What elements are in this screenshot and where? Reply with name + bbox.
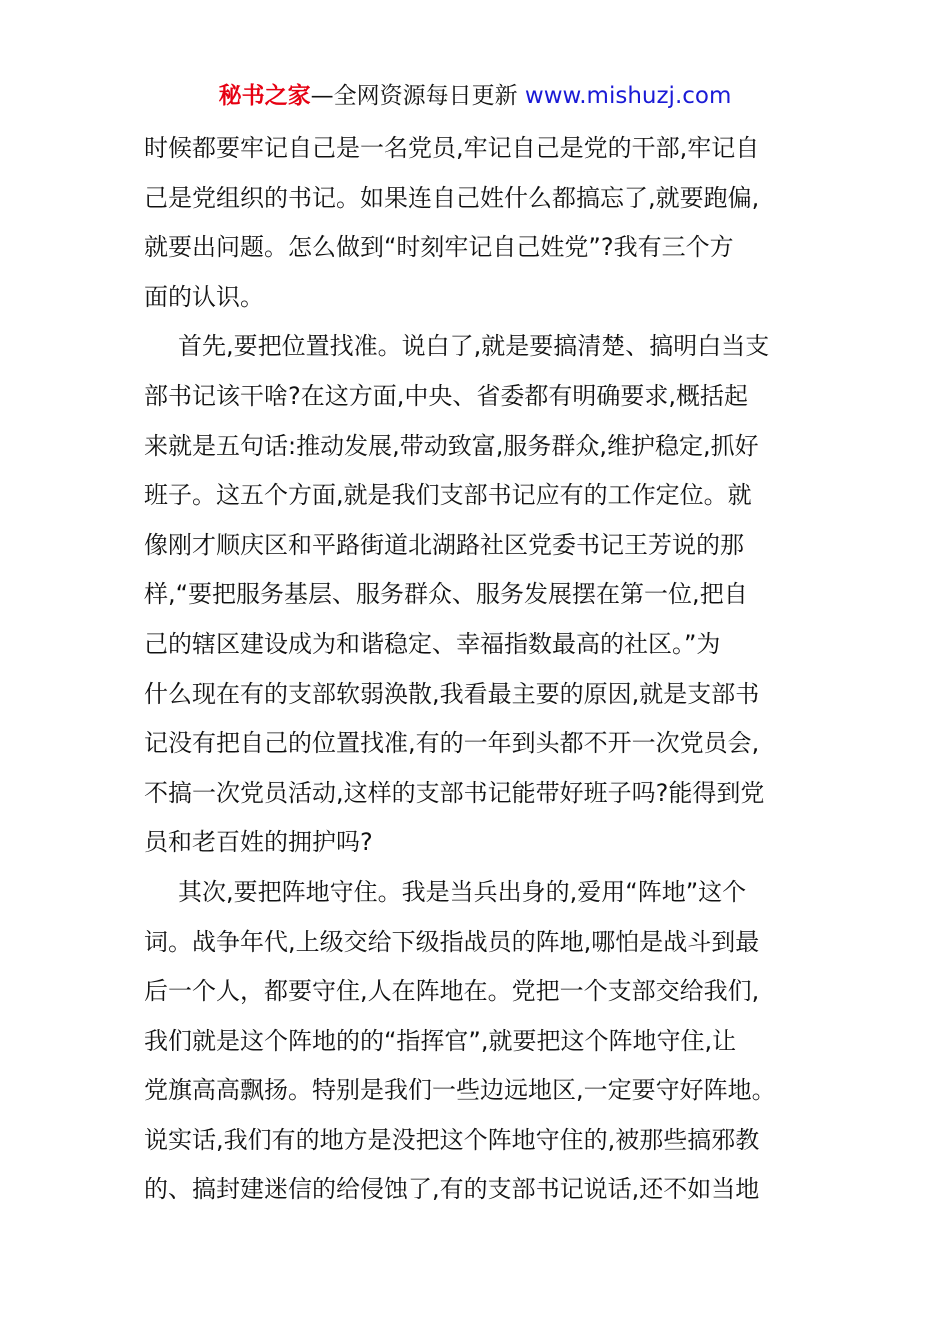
text-line: 部书记该干啥?在这方面,中央、省委都有明确要求,概括起 xyxy=(144,381,748,410)
text-line: 什么现在有的支部软弱涣散,我看最主要的原因,就是支部书 xyxy=(144,679,760,708)
text-line: 样,“要把服务基层、服务群众、服务发展摆在第一位,把自 xyxy=(144,580,748,609)
text-line: 后一个人，都要守住,人在阵地在。党把一个支部交给我们, xyxy=(144,977,760,1006)
text-line: 的、搞封建迷信的给侵蚀了,有的支部书记说话,还不如当地 xyxy=(144,1175,760,1204)
brand-name: 秘书之家 xyxy=(218,83,311,109)
text-line: 不搞一次党员活动,这样的支部书记能带好班子吗?能得到党 xyxy=(144,778,765,807)
header-tagline: —全网资源每日更新 xyxy=(310,83,518,109)
text-line: 词。战争年代,上级交给下级指战员的阵地,哪怕是战斗到最 xyxy=(144,927,760,956)
text-line: 面的认识。 xyxy=(144,282,264,311)
text-line: 记没有把自己的位置找准,有的一年到头都不开一次党员会, xyxy=(144,729,760,758)
text-line: 像刚才顺庆区和平路街道北湖路社区党委书记王芳说的那 xyxy=(144,530,744,559)
text-line: 来就是五句话:推动发展,带动致富,服务群众,维护稳定,抓好 xyxy=(144,431,759,460)
paragraph-start-line: 首先,要把位置找准。说白了,就是要搞清楚、搞明白当支 xyxy=(178,332,770,361)
paragraph-start-line: 其次,要把阵地守住。我是当兵出身的,爱用“阵地”这个 xyxy=(178,877,747,906)
text-line: 己是党组织的书记。如果连自己姓什么都搞忘了,就要跑偏, xyxy=(144,183,760,212)
page-header xyxy=(0,80,950,112)
text-line: 员和老百姓的拥护吗? xyxy=(144,828,373,857)
text-line: 己的辖区建设成为和谐稳定、幸福指数最高的社区。”为 xyxy=(144,629,721,658)
text-line: 班子。这五个方面,就是我们支部书记应有的工作定位。就 xyxy=(144,481,752,510)
document-body xyxy=(144,124,808,1215)
text-line: 就要出问题。怎么做到“时刻牢记自己姓党”?我有三个方 xyxy=(144,233,734,262)
text-line: 时候都要牢记自己是一名党员,牢记自己是党的干部,牢记自 xyxy=(144,134,760,162)
text-line: 说实话,我们有的地方是没把这个阵地守住的,被那些搞邪教 xyxy=(144,1125,760,1154)
text-line: 党旗高高飘扬。特别是我们一些边远地区,一定要守好阵地。 xyxy=(144,1076,776,1105)
site-url-link[interactable]: www.mishuzj.com xyxy=(524,83,732,109)
text-line: 我们就是这个阵地的的“指挥官”,就要把这个阵地守住,让 xyxy=(144,1026,737,1055)
